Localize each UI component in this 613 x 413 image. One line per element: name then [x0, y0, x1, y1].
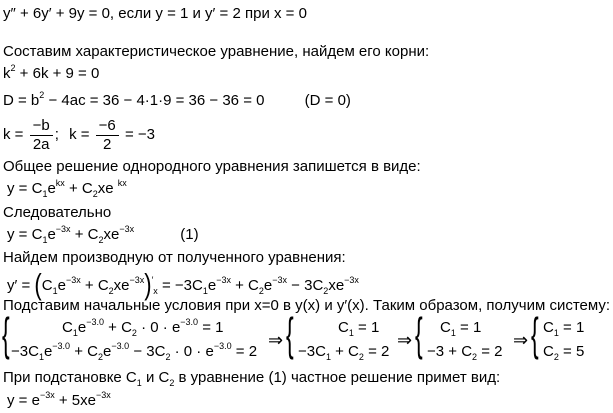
- roots-line: k = $\frac{-b}{2a}$ ; k = $\frac{-6}{2}$ = −3: [3, 117, 155, 153]
- discriminant-note: (D = 0): [304, 92, 351, 109]
- problem-statement: y″ + 6y′ + 9y = 0, если y = 1 и y′ = 2 при x = 0: [3, 5, 307, 22]
- brace-system-1: {: [2, 308, 10, 360]
- equation-number: (1): [180, 226, 199, 243]
- system4-row1: $C_1 = 1$: [543, 319, 585, 338]
- implies-arrow-3: ⇒: [513, 330, 529, 350]
- heading-characteristic: Составим характеристическое уравнение, найдем его корни:: [3, 43, 430, 60]
- fraction-k2: $\frac{-6}{2}$: [96, 118, 119, 153]
- system3-row1: $C_1 = 1$: [440, 319, 482, 338]
- system2-row2: $-3C_1 + C_2 = 2$: [298, 343, 390, 362]
- derivative-equation: $y' = (C_1e^{-3x} + C_2xe^{-3x})'_x = -3C_1e^{-3x} + C_2e^{-3x} - 3C_2xe^{-3x}$: [7, 267, 359, 302]
- implies-arrow-1: ⇒: [268, 330, 284, 350]
- system1-row2: $-3C_1e^{-3.0} + C_2e^{-3.0} - 3C_2 \cdot 0 \cdot e^{-3.0} = 2$: [11, 341, 258, 362]
- system3-row2: $-3 + C_2 = 2$: [427, 343, 503, 362]
- heading-general: Общее решение однородного уравнения запишется в виде:: [3, 158, 421, 175]
- particular-form: $y = C_1e^{-3x} + C_2xe^{-3x}$ (1): [7, 224, 199, 245]
- brace-system-2: {: [286, 308, 294, 360]
- heading-therefore: Следовательно: [3, 204, 112, 221]
- system1-row1: $C_1e^{-3.0} + C_2 \cdot 0 \cdot e^{-3.0} = 1$: [62, 317, 224, 338]
- heading-initial-conditions: Подставим начальные условия при x=0 в y(x) и y′(x). Таким образом, получим систему:: [3, 297, 611, 314]
- final-solution: $y = e^{-3x} + 5xe^{-3x}$: [7, 390, 111, 409]
- general-solution: $y = C_1e^{kx} + C_2xe$ $^{kx}$: [7, 178, 127, 199]
- characteristic-equation: $k^2 + 6k + 9 = 0$: [3, 63, 100, 82]
- system2-row1: $C_1 = 1$: [338, 319, 380, 338]
- heading-derivative: Найдем производную от полученного уравнения:: [3, 249, 346, 266]
- final-substitution-text: При подстановке $C_1$ и $C_2$ в уравнение (1) частное решение примет вид:: [3, 369, 501, 388]
- implies-arrow-2: ⇒: [397, 330, 413, 350]
- brace-system-4: {: [531, 308, 539, 360]
- discriminant-line: $D = b^2 - 4ac = 36 - 4\cdot 1\cdot 9 = 36 - 36 = 0$ (D = 0): [3, 90, 351, 109]
- system4-row2: $C_2 = 5$: [543, 343, 585, 362]
- fraction-k1: $\frac{-b}{2a}$: [30, 118, 53, 153]
- brace-system-3: {: [415, 308, 423, 360]
